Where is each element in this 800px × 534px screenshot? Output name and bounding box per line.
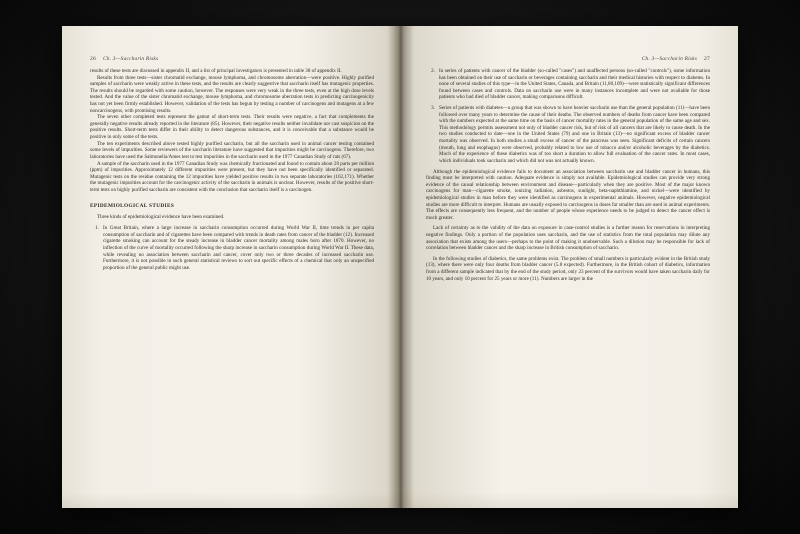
left-column-text <box>90 68 374 271</box>
left-page-content <box>90 56 374 482</box>
right-page-bottom-shadow <box>400 492 738 508</box>
left-page-bottom-shadow <box>62 492 400 508</box>
left-folio: 26 <box>90 56 96 62</box>
right-column-text <box>426 68 710 282</box>
list-item-number: 1. <box>95 225 99 232</box>
left-running-title: Ch. 3—Saccharin Risks <box>103 56 159 62</box>
left-numbered-list <box>90 225 374 271</box>
section-intro: Three kinds of epidemiological evidence have been examined. <box>97 214 225 221</box>
right-page-gutter-shadow <box>400 26 414 508</box>
list-item-text: In Great Britain, where a large increase in saccharin consumption occurred during World War II, time trends in per capita consumption of saccharin and of cigarettes have been compared with trends in death rates from cancer of the bladder (12). Increased cigarette smoking can account for the steady increase in bladder cancer mortality among males born after 1870. However, no inflection of the curve of mortality occurred following the sharp increase in saccharin consumption during World War II. These data, while revealing no association between saccharin and cancer, cover only two or three decades of increased saccharin use. Furthermore, it is not possible in such general statistical reviews to sort out specific effects of a chemical that only an unspecified proportion of the general public might use. <box>103 225 374 271</box>
right-folio: 27 <box>704 56 710 62</box>
left-page <box>62 26 400 508</box>
paragraph: A sample of the saccharin used in the 1977 Canadian Study was chemically fractionated and found to contain about 20 parts per million (ppm) of impurities. Approximately 12 different impurities were present, but they have not been specifically identified or separated. Mutagenic tests on the residue containing the 12 impurities have yielded positive results in two separate laboratories (162,171). Whether the mutagenic impurities account for the carcinogenic activity of the saccharin in animals is unclear. However, results of the positive short-term tests on highly purified saccharin are consistent with the conclusion that saccharin itself is a carcinogen. <box>90 160 374 193</box>
list-item-number: 2. <box>431 68 435 74</box>
paragraph: The seven other completed tests represent the gamut of short-term tests. Their results were negative, a fact that complements the generally negative results already reported in the literature (85). However, their negative results neither invalidate nor cast suspicion on the positive results. Short-term tests differ in their ability to detect dangerous substances, and it is conceivable that a substance would be positive in only some of the tests. <box>90 114 374 141</box>
section-heading: EPIDEMIOLOGICAL STUDIES <box>90 202 175 209</box>
list-item-number: 3. <box>431 105 435 112</box>
paragraph: The ten experiments described above tested highly purified saccharin, but all the saccharin used in animal cancer testing contained some levels of impurities. Some reviewers of the saccharin literature have suggested that impurities might be carcinogens. Therefore, two laboratories have used the Salmonella/Ames test to test impurities in the saccharin used in the 1977 Canadian Study of rats (67). <box>90 140 374 160</box>
paragraph: In the following studies of diabetics, the same problems exist. The problem of small numbers is particularly evident in the British study (13), where there were only four deaths from bladder cancer (5.8 expected). Furthermore, in the British cohort of diabetics, information from a different sample indicated that by the end of the study period, only 23 percent of the survivors would have taken saccharin daily for 10 years, and only 10 percent for 25 years or more (11). Numbers are larger in the <box>426 255 710 282</box>
paragraph: results of these tests are discussed in appendix II, and a list of principal investigators is presented in table 38 of appendix II. <box>90 68 342 74</box>
right-running-head <box>426 56 710 68</box>
paragraph: Although the epidemiological evidence fails to document an association between saccharin use and bladder cancer in humans, this finding must be interpreted with caution. Adequate evidence is simply not available. Epidemiological studies can provide very strong evidence of the causal relationship between environment and disease—particularly when they are positive. Most of the major known carcinogens for man—cigarette smoke, ionizing radiation, asbestos, sunlight, beta-naphthlamine, and nickel—were identified by epidemiological studies in man before they were identified as carcinogens in experimental animals. However, negative epidemiological studies are more difficult to interpret. Humans are usually exposed to carcinogens in doses far smaller than are used in animal experiments. The effects are consequently less frequent, and the number of people whose experience needs to be judged to detect the cancer effect is much greater. <box>426 168 710 221</box>
left-running-head <box>90 56 374 68</box>
open-book <box>62 26 738 508</box>
list-item <box>426 105 710 164</box>
right-running-title: Ch. 3—Saccharin Risks <box>641 56 697 62</box>
list-item <box>90 225 374 271</box>
right-page-content <box>426 56 710 482</box>
paragraph: Lack of certainty as to the validity of the data on exposure in case-control studies is a further reason for reservations in interpreting negative findings. Only a portion of the population uses saccharin, and the use of statistics from the total population may dilute any association that exists among the users—perhaps to the point of making it unobservable. Such a dilution may be responsible for lack of correlation between bladder cancer and the sharp increase in British consumption of saccharin. <box>426 225 710 252</box>
list-item <box>426 68 710 101</box>
right-page <box>400 26 738 508</box>
left-page-gutter-shadow <box>386 26 400 508</box>
list-item-text: Series of patients with diabetes—a group that was shown to have heavier saccharin use than the general population (11)—have been followed over many years to determine the cause of their deaths. The observed numbers of deaths from cancer have been compared with the numbers expected at the same time on the basis of cancer mortality rates in the general population of the same age and sex. This methodology permits assessment not only of bladder cancer risk, but of risk of all cancers that are likely to cause death. In the two studies conducted to date—one in the United States (79) and one in Britain (13)—no significant excess of bladder cancer mortality was observed. In both studies a small excess of cancer of the pancreas was seen. Significant deficits of certain cancers (mouth, lung and esophagus) were observed, probably related to low use of tobacco and/or alcoholic beverages by the diabetics. Much of the experience of these diabetics was of too short a duration to allow full evaluation of the cancer rates. In most cases, which individuals took saccharin and which did not was not actually known. <box>439 105 710 164</box>
paragraph: Results from three tests—sister chromatid exchange, mouse lymphoma, and chromosome aberration—were positive. Highly purified samples of saccharin were weakly active in these tests, and the results are clearly suggestive that saccharin itself has mutagenic properties. The results should be regarded with some caution, however. The responses were very weak in the three tests, even at the high dose levels tested. And the value of the sister chromatid exchange, mouse lymphoma, and chromosome aberration tests in predicting carcinogenicity has not yet been firmly established. However, validation of the tests has begun by testing a number of carcinogens and mutagens at a few noncarcinogens, with promising results. <box>90 74 374 114</box>
right-numbered-list <box>426 68 710 165</box>
list-item-text: In series of patients with cancer of the bladder (so-called "cases") and unaffected persons (so-called "controls"), some information has been obtained on their use of saccharin or beverages containing saccharin and their medical histories with respect to diabetes. In none of several studies of this type—in the United States, Canada, and Britain (11,80,109)—were statistically significant differences found between cases and controls. Data on saccharin use were in many instances incomplete and were not available for those patients who had died of bladder cancer, making comparisons difficult. <box>439 68 710 101</box>
